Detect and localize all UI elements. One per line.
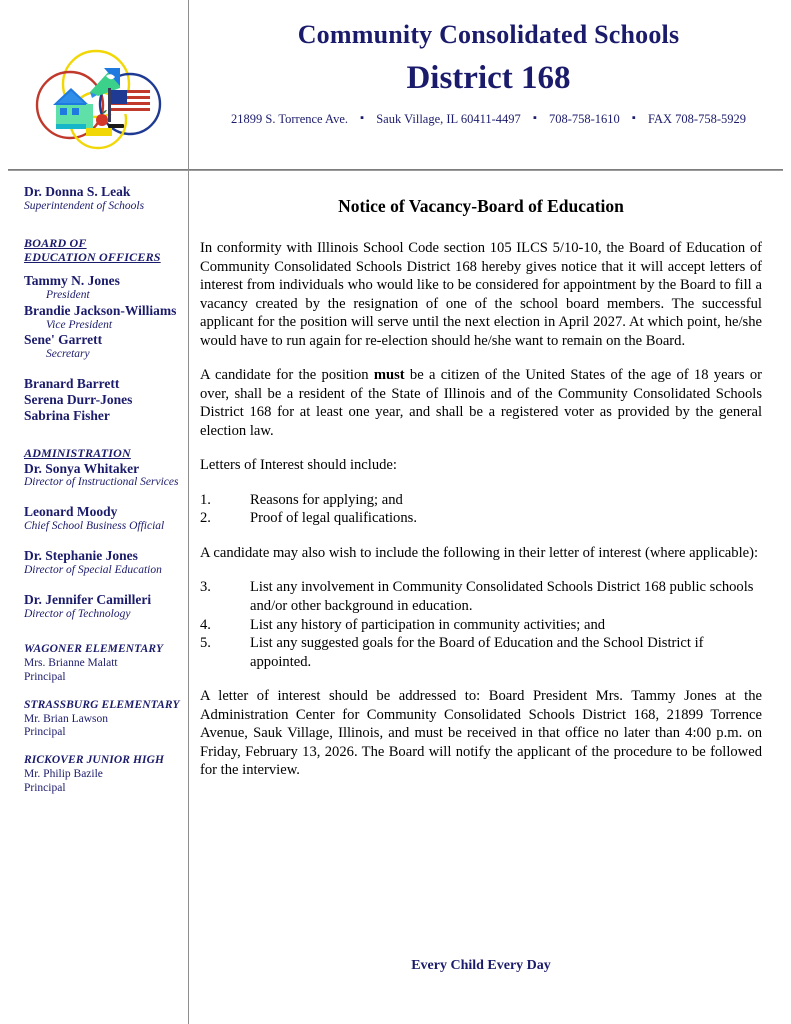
board-member-name: Sabrina Fisher xyxy=(24,407,110,423)
list-item-number: 3. xyxy=(200,579,211,596)
list-item-text: List any suggested goals for the Board of Education and the School District if appointed. xyxy=(250,635,704,670)
spacer xyxy=(24,490,180,504)
list-item-number: 1. xyxy=(200,491,211,508)
school-entry xyxy=(24,643,180,684)
administration-heading: ADMINISTRATION xyxy=(24,445,131,460)
organization-title: Community Consolidated Schools xyxy=(297,20,680,49)
administrator-name: Dr. Jennifer Camilleri xyxy=(24,591,152,607)
letters-intro: Letters of Interest should include: xyxy=(200,457,397,474)
paragraph-2-post: be a citizen of the United States of the age of 18 years or over, shall be a resident of the State of Illinois and of the Community Consolidated Schools District 168 for at least one year, and shall be a registered voter as provided by the general election law. xyxy=(200,367,762,439)
administrator-role: Director of Technology xyxy=(24,607,131,620)
submission-paragraph: A letter of interest should be addressed to: Board President Mrs. Tammy Jones at the Administration Center for Community Consolidated Schools District 168, 21899 Torrence Avenue, Sauk Village, Illinois, and must be received in that office no later than 4:00 p.m. on Friday, February 13, 2026. The Board will notify the applicant of the procedure to be followed for the interview. xyxy=(200,688,762,779)
school-principal-name: Mrs. Brianne Malatt xyxy=(24,657,118,670)
board-officer-name: Brandie Jackson-Williams xyxy=(24,302,177,318)
board-heading-line-1: BOARD OF xyxy=(24,235,87,250)
board-officer-role: Vice President xyxy=(46,318,113,331)
contact-separator-icon: ▪ xyxy=(532,111,537,124)
administrator-role: Director of Instructional Services xyxy=(24,476,179,489)
administrator-name: Leonard Moody xyxy=(24,504,118,520)
school-name: RICKOVER JUNIOR HIGH xyxy=(24,754,165,767)
administrator-role: Chief School Business Official xyxy=(24,520,165,533)
district-168-logo xyxy=(34,44,168,156)
spacer xyxy=(24,621,180,643)
school-entry xyxy=(24,754,180,795)
spacer xyxy=(24,534,180,548)
board-heading-line-2: EDUCATION OFFICERS xyxy=(24,250,161,265)
list-item xyxy=(200,491,762,510)
school-principal-name: Mr. Brian Lawson xyxy=(24,712,109,725)
contact-phone: 708-758-1610 xyxy=(548,111,620,126)
header-divider xyxy=(8,169,783,171)
list-item-text: Proof of legal qualifications. xyxy=(250,510,417,527)
list-item xyxy=(200,616,762,635)
school-principal-title: Principal xyxy=(24,781,66,794)
superintendent-role: Superintendent of Schools xyxy=(24,199,145,212)
superintendent-name: Dr. Donna S. Leak xyxy=(24,184,131,199)
board-officer xyxy=(24,332,180,362)
paragraph-2-pre: A candidate for the position xyxy=(200,367,374,384)
board-officer-role: Secretary xyxy=(46,348,90,361)
board-officer xyxy=(24,303,180,333)
administrator-name: Dr. Sonya Whitaker xyxy=(24,460,140,476)
paragraph-2-emphasis: must xyxy=(373,367,405,384)
list-item-text: List any history of participation in community activities; and xyxy=(250,616,606,633)
school-entry xyxy=(24,699,180,740)
list-item xyxy=(200,634,762,671)
contact-city-state-zip: Sauk Village, IL 60411-4497 xyxy=(376,111,521,126)
main-content xyxy=(200,196,762,780)
contact-separator-icon: ▪ xyxy=(360,111,365,124)
board-officer-role: President xyxy=(46,288,90,301)
contact-address: 21899 S. Torrence Ave. xyxy=(231,111,349,126)
district-title: District 168 xyxy=(406,59,571,96)
administration-entry xyxy=(24,592,180,622)
list-item xyxy=(200,578,762,615)
header-titles xyxy=(200,20,777,127)
spacer xyxy=(24,740,180,754)
notice-paragraph-2 xyxy=(200,366,762,440)
spacer xyxy=(24,214,180,236)
requirements-list xyxy=(200,491,762,528)
board-member-name: Serena Durr-Jones xyxy=(24,392,133,408)
spacer xyxy=(24,578,180,592)
school-principal-title: Principal xyxy=(24,670,66,683)
contact-line xyxy=(200,112,777,127)
school-name: WAGONER ELEMENTARY xyxy=(24,643,164,656)
notice-title: Notice of Vacancy-Board of Education xyxy=(338,196,624,216)
spacer xyxy=(24,362,180,376)
optional-list xyxy=(200,578,762,671)
spacer xyxy=(24,685,180,699)
school-principal-name: Mr. Philip Bazile xyxy=(24,767,103,780)
spacer xyxy=(24,424,180,446)
school-principal-title: Principal xyxy=(24,726,66,739)
contact-fax: FAX 708-758-5929 xyxy=(647,111,746,126)
list-item-number: 5. xyxy=(200,635,211,652)
board-officer xyxy=(24,273,180,303)
administrator-name: Dr. Stephanie Jones xyxy=(24,547,138,563)
administration-entry xyxy=(24,548,180,578)
contact-separator-icon: ▪ xyxy=(631,111,636,124)
list-item-text: List any involvement in Community Consolidated Schools District 168 public schools and/or other background in education. xyxy=(250,579,754,614)
sidebar xyxy=(0,184,186,796)
spacer xyxy=(24,265,180,273)
notice-paragraph-1: In conformity with Illinois School Code section 105 ILCS 5/10-10, the Board of Education of Community Consolidated Schools District 168 hereby gives notice that it will accept letters of interest from individuals who would like to be considered for appointment by the Board to fill a vacancy created by the resignation of one of the school board members. The successful applicant for the position will serve until the next election in April 2027. At which point, he/she would have to run again for re-election should he/she want to remain on the Board. xyxy=(200,240,762,349)
list-item-number: 2. xyxy=(200,510,211,527)
list-item xyxy=(200,509,762,528)
board-member-name: Branard Barrett xyxy=(24,376,120,392)
board-officer-name: Sene' Garrett xyxy=(24,332,103,348)
list-item-number: 4. xyxy=(200,616,211,633)
administrator-role: Director of Special Education xyxy=(24,563,162,576)
sidebar-divider xyxy=(188,0,189,1024)
school-name: STRASSBURG ELEMENTARY xyxy=(24,698,180,711)
page-header xyxy=(0,0,791,160)
footer-tagline: Every Child Every Day xyxy=(411,958,551,973)
administration-entry xyxy=(24,461,180,491)
board-officer-name: Tammy N. Jones xyxy=(24,272,120,288)
administration-entry xyxy=(24,504,180,534)
optional-intro: A candidate may also wish to include the following in their letter of interest (where applicable): xyxy=(200,544,759,561)
list-item-text: Reasons for applying; and xyxy=(250,491,403,508)
